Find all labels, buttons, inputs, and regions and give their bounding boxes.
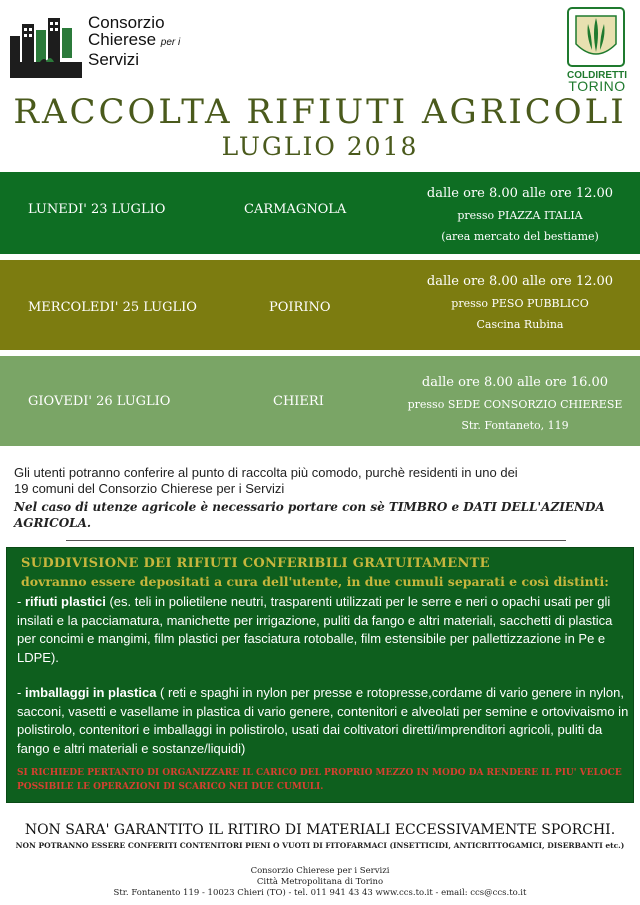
- footer-contacts: Str. Fontanento 119 - 10023 Chieri (TO) - tel. 011 941 43 43 www.ccs.to.it - email: ccs@ccs.to.it: [113, 888, 527, 898]
- waste-item-packaging: - imballaggi in plastica ( reti e spaghi in nylon per presse e rotopresse,cordame di vario genere in nylon, sacconi, vasetti e vasellame in plastica di vario genere, contenitori e alveolati per semine e ortovivaismo in polistirolo, contenitori e imballaggi in polistirolo, usati dai coltivatori diretti/imprenditori agricoli, puliti da fango e altri materiali e sostanze/liquidi): [17, 685, 629, 756]
- logo-line-2-suffix: per i: [160, 37, 181, 48]
- event-location: presso PESO PUBBLICO: [451, 297, 589, 310]
- event-hours: dalle ore 8.00 alle ore 16.00: [421, 375, 609, 390]
- event-hours: dalle ore 8.00 alle ore 12.00: [426, 274, 614, 289]
- consorzio-logo: [8, 10, 218, 80]
- notes: [14, 465, 634, 531]
- logo-line-1: Consorzio: [88, 13, 165, 32]
- event-extra: Str. Fontaneto, 119: [461, 419, 569, 432]
- box-heading: SUDDIVISIONE DEI RIFIUTI CONFERIBILI GRATUITAMENTE: [21, 556, 490, 571]
- event-info: [390, 375, 640, 432]
- logo-line-2: Chierese: [88, 30, 157, 49]
- event-row: [0, 260, 640, 350]
- event-row: [0, 356, 640, 446]
- logo-line-3: Servizi: [88, 50, 140, 69]
- waste-item-plastics: - rifiuti plastici (es. teli in polietilene neutri, trasparenti utilizzati per le serre e neri o opachi usati per gli insilati e la pacciamatura, manichette per irrigazione, puliti da fango e altri materiali, sacchetti di plastica per concimi e mangimi, film plastici per fasciatura rotoballe, film estensibile per pallettizzazione in Pe e LDPE).: [17, 594, 613, 665]
- event-place: CARMAGNOLA: [244, 202, 347, 217]
- dirty-materials-notice: NON SARA' GARANTITO IL RITIRO DI MATERIALI ECCESSIVAMENTE SPORCHI.: [24, 822, 616, 838]
- event-hours: dalle ore 8.00 alle ore 12.00: [426, 186, 614, 201]
- coldiretti-city: TORINO: [568, 78, 626, 94]
- waste-item-text: ( reti e spaghi in nylon per presse e rotopresse,cordame di vario genere in nylon, sacconi, vasetti e vasellame in plastica di vario genere, contenitori e alveolati per semine e ortovivaismo in polistirolo, contenitori e imballaggi in polistirolo, usati dai coltivatori diretti/imprenditori agricoli, puliti da fango e altri materiali e sostanze/liquidi): [17, 685, 629, 756]
- event-info: [400, 274, 640, 331]
- waste-item-text: (es. teli in polietilene neutri, trasparenti utilizzati per le serre e neri o opachi usati per gli insilati e la pacciamatura, manichette per irrigazione, puliti da fango e altri materiali, sacchetti di plastica per concimi e mangimi, film plastici per fasciatura rotoballe, film estensibile per pallettizzazione in Pe e LDPE).: [17, 594, 613, 665]
- event-place: CHIERI: [273, 394, 324, 409]
- event-row: [0, 172, 640, 254]
- puzzle-city-icon: [10, 16, 82, 78]
- event-day: GIOVEDI' 26 LUGLIO: [28, 394, 171, 409]
- page-subtitle: LUGLIO 2018: [221, 132, 419, 161]
- consorzio-logo-text: [88, 14, 180, 68]
- footer-address: [0, 866, 640, 899]
- event-location: presso SEDE CONSORZIO CHIERESE: [407, 398, 623, 411]
- box-subheading: dovranno essere depositati a cura dell'utente, in due cumuli separati e così distinti:: [21, 574, 609, 589]
- loading-warning: SI RICHIEDE PERTANTO DI ORGANIZZARE IL CARICO DEL PROPRIO MEZZO IN MODO DA RENDERE IL PIU' VELOCE POSSIBILE LE OPERAZIONI DI SCARICO NEI DUE CUMULI.: [17, 768, 622, 792]
- notes-emphasis: Nel caso di utenze agricole è necessario portare con sè TIMBRO e DATI DELL'AZIENDA AGRICOLA.: [14, 500, 605, 530]
- divider: [66, 540, 566, 541]
- event-day: LUNEDI' 23 LUGLIO: [28, 202, 166, 217]
- wheat-shield-icon: [566, 6, 626, 68]
- footer-org: Consorzio Chierese per i Servizi: [250, 866, 390, 876]
- notes-line-2: 19 comuni del Consorzio Chierese per i Servizi: [14, 481, 285, 496]
- waste-info-box: [6, 547, 634, 803]
- event-extra: Cascina Rubina: [476, 318, 564, 331]
- pesticide-containers-notice: NON POTRANNO ESSERE CONFERITI CONTENITORI PIENI O VUOTI DI FITOFARMACI (INSETTICIDI, ANTICRITTOGAMICI, DISERBANTI etc.): [15, 841, 625, 850]
- footer-city: Città Metropolitana di Torino: [256, 877, 384, 887]
- coldiretti-name: COLDIRETTI: [567, 70, 627, 81]
- event-location: presso PIAZZA ITALIA: [457, 209, 583, 222]
- waste-item-label: rifiuti plastici: [24, 594, 106, 609]
- waste-item-label: imballaggi in plastica: [24, 685, 157, 700]
- coldiretti-logo: [562, 6, 632, 98]
- notes-line-1: Gli utenti potranno conferire al punto di raccolta più comodo, purchè residenti in uno dei: [14, 465, 518, 480]
- coldiretti-brand: [562, 70, 632, 92]
- page-title: RACCOLTA RIFIUTI AGRICOLI: [13, 92, 627, 132]
- event-place: POIRINO: [269, 300, 331, 315]
- event-extra: (area mercato del bestiame): [441, 230, 599, 243]
- event-info: [400, 186, 640, 243]
- event-day: MERCOLEDI' 25 LUGLIO: [28, 300, 197, 315]
